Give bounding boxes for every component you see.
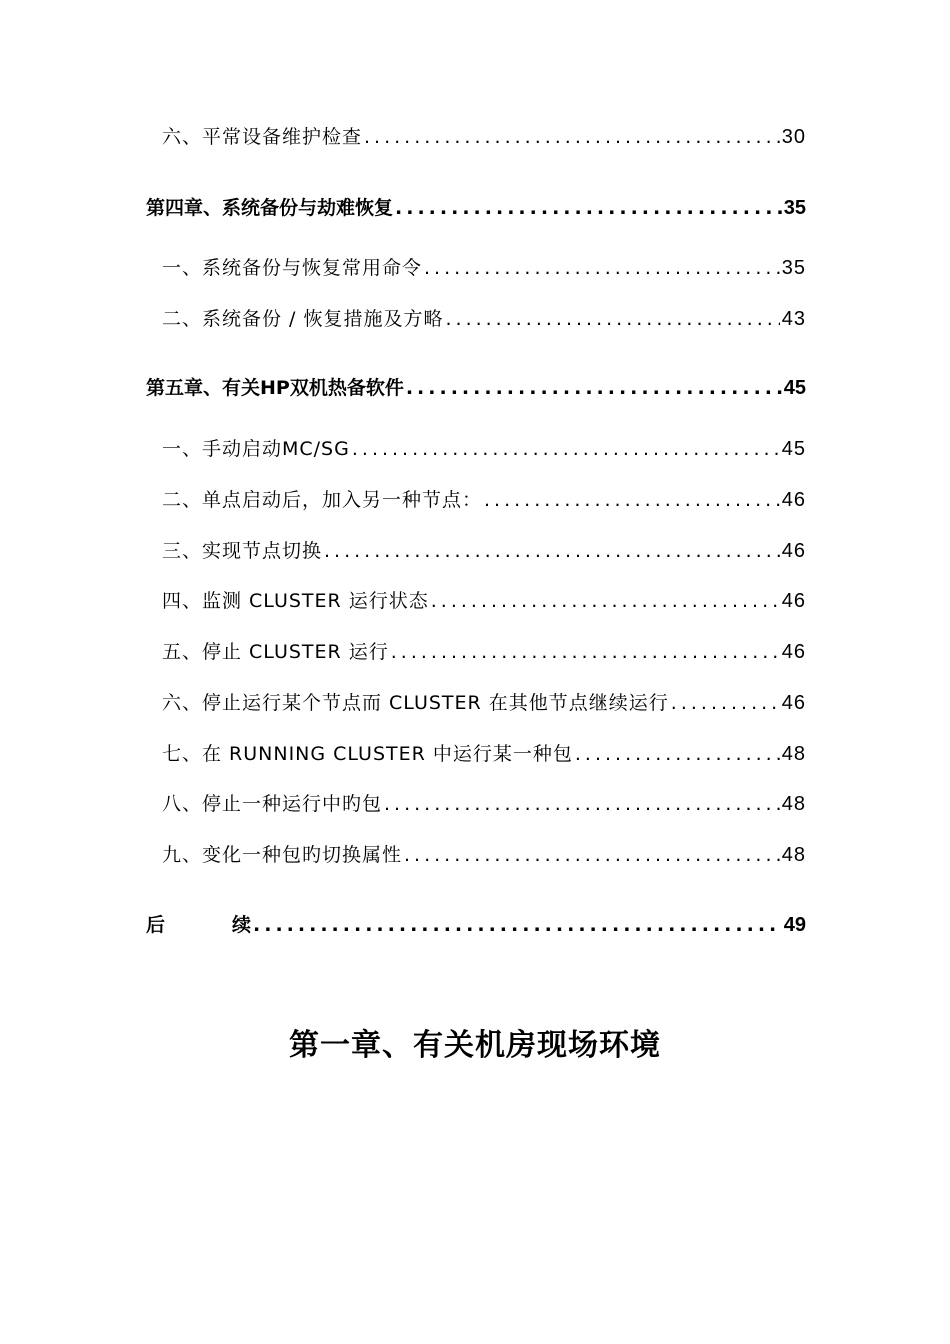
toc-page-number: 48 [781, 793, 806, 815]
toc-chapter-label: 第五章、有关HP双机热备软件 [146, 377, 404, 399]
toc-entry-label: 五、停止 CLUSTER 运行 [162, 641, 389, 663]
toc-entry-label: 八、停止一种运行中旳包 [162, 793, 383, 815]
toc-page-number: 48 [781, 743, 806, 765]
toc-leader-dots [384, 793, 780, 815]
toc-page-number: 35 [783, 197, 806, 219]
toc-entry[interactable] [162, 536, 806, 566]
toc-entry-label: 一、系统备份与恢复常用命令 [162, 257, 423, 279]
toc-entry[interactable] [162, 434, 806, 464]
toc-page-number: 45 [783, 377, 806, 399]
toc-page-number: 46 [781, 489, 806, 511]
toc-chapter-entry[interactable] [146, 910, 806, 940]
chapter-heading: 第一章、有关机房现场环境 [289, 1028, 661, 1063]
toc-leader-dots [484, 489, 780, 511]
toc-label-second-char: 续 [232, 914, 252, 936]
toc-leader-dots [431, 590, 780, 612]
toc-chapter-entry[interactable] [146, 373, 806, 403]
toc-leader-dots [253, 914, 782, 936]
toc-page-number: 35 [781, 257, 806, 279]
toc-entry-label: 六、平常设备维护检查 [162, 126, 363, 148]
toc-entry[interactable] [162, 739, 806, 769]
toc-leader-dots [671, 692, 780, 714]
toc-entry[interactable] [162, 304, 806, 334]
toc-page-number: 46 [781, 540, 806, 562]
toc-leader-dots [404, 844, 780, 866]
toc-entry[interactable] [162, 122, 806, 152]
toc-entry-label: 二、系统备份 / 恢复措施及方略 [162, 308, 444, 330]
toc-leader-dots [406, 377, 782, 399]
toc-chapter-entry[interactable] [146, 193, 806, 223]
toc-page-number: 49 [783, 914, 806, 936]
toc-entry[interactable] [162, 253, 806, 283]
toc-page-number: 45 [781, 438, 806, 460]
toc-entry[interactable] [162, 586, 806, 616]
toc-entry-label: 四、监测 CLUSTER 运行状态 [162, 590, 429, 612]
toc-leader-dots [395, 197, 782, 219]
toc-entry[interactable] [162, 840, 806, 870]
toc-leader-dots [575, 743, 780, 765]
toc-entry-label: 二、单点启动后，加入另一种节点： [162, 489, 483, 511]
toc-label-first-char: 后 [146, 914, 166, 936]
toc-entry-label: 七、在 RUNNING CLUSTER 中运行某一种包 [162, 743, 573, 765]
toc-page-number: 46 [781, 590, 806, 612]
toc-leader-dots [445, 308, 779, 330]
toc-entry-label: 三、实现节点切换 [162, 540, 323, 562]
toc-entry[interactable] [162, 637, 806, 667]
toc-entry[interactable] [162, 485, 806, 515]
toc-entry-label: 九、变化一种包旳切换属性 [162, 844, 403, 866]
toc-entry-label: 一、手动启动MC/SG [162, 438, 350, 460]
toc-leader-dots [352, 438, 780, 460]
toc-chapter-label: 第四章、系统备份与劫难恢复 [146, 197, 394, 219]
toc-leader-dots [391, 641, 780, 663]
toc-page-number: 43 [781, 308, 806, 330]
toc-page-number: 46 [781, 692, 806, 714]
toc-page-number: 46 [781, 641, 806, 663]
toc-page-number: 48 [781, 844, 806, 866]
toc-entry-label: 六、停止运行某个节点而 CLUSTER 在其他节点继续运行 [162, 692, 669, 714]
toc-entry[interactable] [162, 688, 806, 718]
toc-page-number: 30 [781, 126, 806, 148]
toc-leader-dots [324, 540, 780, 562]
toc-entry[interactable] [162, 789, 806, 819]
toc-chapter-label [146, 910, 251, 937]
toc-leader-dots [364, 126, 780, 148]
toc-leader-dots [424, 257, 780, 279]
